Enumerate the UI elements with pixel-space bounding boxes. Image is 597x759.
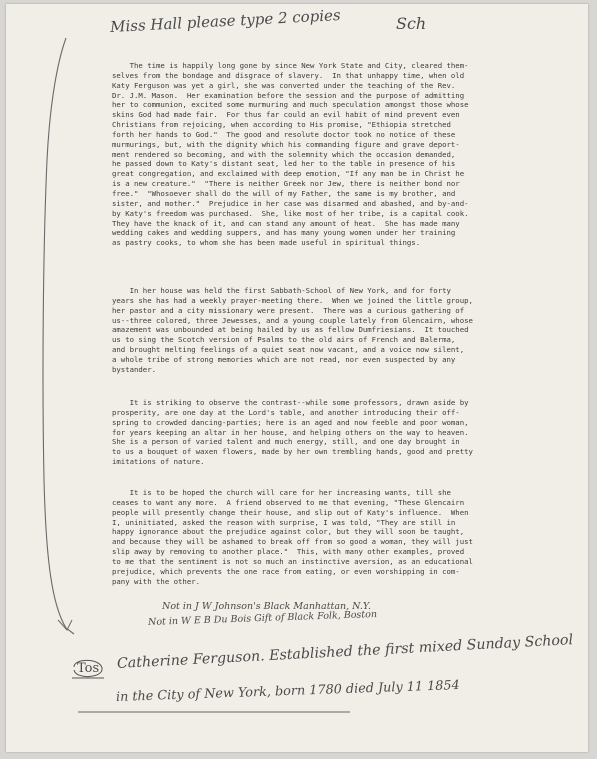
typed-line: happy ignorance about the prejudice against color, but they will soon be taught, bbox=[112, 527, 465, 537]
typed-line: forth her hands to God." The good and resolute doctor took no notice of these bbox=[112, 129, 456, 139]
top-handwritten-initial: Sch bbox=[396, 14, 427, 33]
typed-line: spring to crowded dancing-parties; here is an aged and now feeble and poor woman, bbox=[112, 417, 469, 427]
handwritten-note-line-1: Not in J W Johnson's Black Manhattan, N.Y. bbox=[162, 601, 371, 612]
typed-line: I, uninitiated, asked the reason with surprise, I was told, "They are still in bbox=[112, 517, 456, 527]
typed-line: murmurings, but, with the dignity which his commanding figure and grave deport- bbox=[112, 139, 460, 149]
typed-line: amazement was unbounded at being hailed by us as fellow Dumfriesians. It touched bbox=[112, 325, 469, 335]
typed-line: Dr. J.M. Mason. Her examination before the session and the purpose of admitting bbox=[112, 90, 465, 100]
typed-line: people will presently change their house, and slip out of Katy's influence. When bbox=[112, 507, 469, 517]
typed-line: It is to be hoped the church will care for her increasing wants, till she bbox=[112, 488, 451, 497]
typed-line: he passed down to Katy's distant seat, led her to the table in presence of his bbox=[112, 159, 456, 169]
typed-line: The time is happily long gone by since New York State and City, cleared them- bbox=[112, 61, 469, 70]
typed-line: for years keeping an altar in her house, and helping others on the way to heaven. bbox=[112, 427, 469, 437]
typed-line: imitations of nature. bbox=[112, 457, 205, 467]
typed-line: is a new creature." "There is neither Greek nor Jew, there is neither bond nor bbox=[112, 179, 460, 189]
typed-paragraph bbox=[112, 61, 552, 248]
typed-line: and because they will be ashamed to break off from so good a woman, they will just bbox=[112, 537, 473, 547]
typed-line: It is striking to observe the contrast--while some professors, drawn aside by bbox=[112, 398, 469, 407]
typed-line: to me that the sentiment is not so much an instinctive aversion, as an educational bbox=[112, 556, 473, 566]
top-handwritten-note: Miss Hall please type 2 copies bbox=[109, 5, 342, 37]
typed-line: slip away by removing to another place." This, with many other examples, proved bbox=[112, 547, 465, 557]
typed-line: prejudice, which prevents the one race from eating, or even worshipping in com- bbox=[112, 566, 460, 576]
typed-line: a whole tribe of strong memories which are not read, nor even suspected by any bbox=[112, 354, 456, 364]
typed-line: her to communion, excited some murmuring and much speculation amongst those whose bbox=[112, 100, 469, 110]
birth-death-note: in the City of New York, born 1780 died July 11 1854 bbox=[115, 678, 460, 705]
handwritten-note-line-2: Not in W E B Du Bois Gift of Black Folk, Boston bbox=[147, 609, 378, 628]
typed-line: us to sing the Scotch version of Psalms to the old airs of French and Balerma, bbox=[112, 335, 456, 345]
typed-line: selves from the bondage and disgrace of slavery. In that unhappy time, when old bbox=[112, 70, 465, 80]
typed-line: sister, and mother." Prejudice in her case was disarmed and abashed, and by-and- bbox=[112, 198, 469, 208]
typed-line: pany with the other. bbox=[112, 576, 201, 586]
typed-line: skins God had made fair. For thus far could an evil habit of mind prevent even bbox=[112, 110, 460, 120]
typed-line: free." "Whosoever shall do the will of my Father, the same is my brother, and bbox=[112, 188, 456, 198]
typed-line: great congregation, and exclaimed with deep emotion, "If any man be in Christ he bbox=[112, 169, 465, 179]
typed-line: Christians from rejoicing, when according to His promise, "Ethiopia stretched bbox=[112, 120, 451, 130]
typed-paragraph bbox=[112, 488, 552, 586]
typed-line: by Katy's freedom was purchased. She, like most of her tribe, is a capital cook. bbox=[112, 208, 469, 218]
typed-line: prosperity, are one day at the Lord's table, and another introducing their off- bbox=[112, 407, 460, 417]
typed-line: her pastor and a city missionary were present. There was a curious gathering of bbox=[112, 305, 465, 315]
tos-label: Tos bbox=[77, 661, 100, 676]
typed-line: us--three colored, three Jewesses, and a young couple lately from Glencairn, whose bbox=[112, 315, 473, 325]
typed-line: and brought melting feelings of a quiet seat now vacant, and a voice now silent, bbox=[112, 345, 465, 355]
typed-line: years she has had a weekly prayer-meeting there. When we joined the little group, bbox=[112, 295, 473, 305]
typed-paragraph bbox=[112, 398, 552, 467]
typed-line: to us a bouquet of waxen flowers, made by her own trembling hands, good and pretty bbox=[112, 447, 473, 457]
typed-line: She is a person of varied talent and much energy, still, and one day brought in bbox=[112, 437, 460, 447]
typed-paragraph bbox=[112, 286, 552, 375]
typed-line: ment rendered so becoming, and with the solemnity which the occasion demanded, bbox=[112, 149, 456, 159]
typed-line: Katy Ferguson was yet a girl, she was converted under the teaching of the Rev. bbox=[112, 80, 456, 90]
catherine-ferguson-note: Catherine Ferguson. Established the first mixed Sunday School bbox=[116, 632, 574, 672]
typed-line: ceases to want any more. A friend observed to me that evening, "These Glencairn bbox=[112, 497, 465, 507]
typed-line: wedding cakes and wedding suppers, and has many young women under her training bbox=[112, 228, 456, 238]
typed-line: as pastry cooks, to whom she has been made useful in spiritual things. bbox=[112, 238, 421, 248]
typed-line: bystander. bbox=[112, 364, 157, 374]
typed-line: They have the knack of it, and can stand any amount of heat. She has made many bbox=[112, 218, 460, 228]
typed-line: In her house was held the first Sabbath-School of New York, and for forty bbox=[112, 286, 451, 295]
